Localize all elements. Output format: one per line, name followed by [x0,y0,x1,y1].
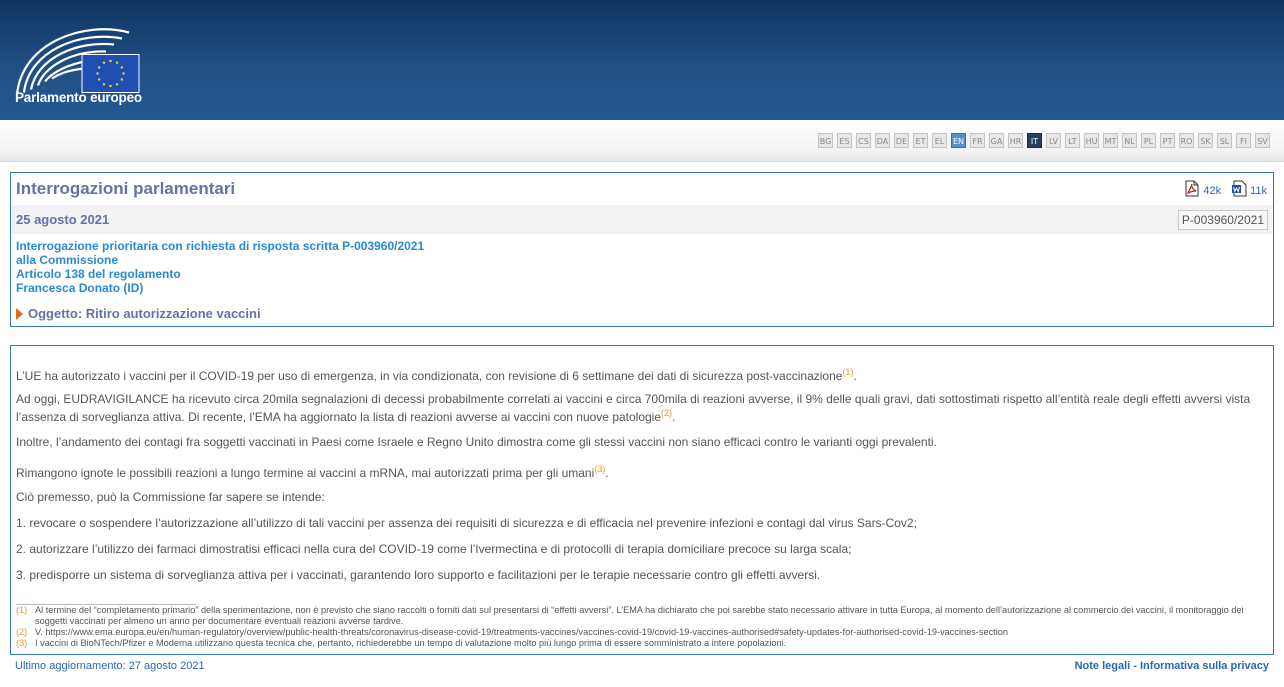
language-sl[interactable]: SL [1217,133,1232,148]
last-update: Ultimo aggiornamento: 27 agosto 2021 [15,660,205,672]
language-bar [0,120,1284,162]
footnote-2 [16,627,1266,638]
footnote-ref-2[interactable]: (2) [661,408,673,418]
reference-badge: P-003960/2021 [1178,210,1268,230]
word-download-link[interactable] [1231,180,1267,197]
language-it[interactable]: IT [1027,133,1042,148]
paragraph-1-text: L’UE ha autorizzato i vaccini per il COVID-19 per uso di emergenza, in via condizionata, con revisione di 6 settimane dei dati di sicurezza post-vaccinazione [16,369,843,383]
paragraph-5: Ciò premesso, può la Commissione far sapere se intende: [16,490,325,504]
language-el[interactable]: EL [932,133,947,148]
footer-links [1075,660,1269,672]
question-addressee: alla Commissione [16,253,119,267]
footnote-text: I vaccini di BioNTech/Pfizer e Moderna utilizzano questa tecnica che, pertanto, richiederebbe un tempo di valutazione molto più lungo prima di essere somministrato a intere popolazioni. [35,638,787,648]
language-fi[interactable]: FI [1236,133,1251,148]
download-links [1184,180,1267,197]
paragraph-8: 3. predisporre un sistema di sorveglianza attiva per i vaccinati, garantendo loro supporto e facilitazioni per le terapie necessarie contro gli effetti avversi. [16,568,821,582]
footnote-number[interactable]: (2) [16,627,28,637]
language-lt[interactable]: LT [1065,133,1080,148]
paragraph-1: L’UE ha autorizzato i vaccini per il COVID-19 per uso di emergenza, in via condizionata, con revisione di 6 settimane dei dati di sicurezza post-vaccinazione$^{(1)}$. [16,367,857,383]
language-cs[interactable]: CS [856,133,871,148]
subject-text: Oggetto: Ritiro autorizzazione vaccini [28,306,261,321]
footnote-ref-3[interactable]: (3) [594,464,606,474]
footnote-ref-1[interactable]: (1) [842,367,854,377]
language-es[interactable]: ES [837,133,852,148]
privacy-policy-link[interactable]: Informativa sulla privacy [1140,660,1269,672]
question-author: Francesca Donato (ID) [16,281,144,295]
language-nl[interactable]: NL [1122,133,1137,148]
footnote-number[interactable]: (3) [16,638,28,648]
paragraph-3: Inoltre, l’andamento dei contagi fra soggetti vaccinati in Paesi come Israele e Regno Unito dimostra come gli stessi vaccini non siano efficaci contro le varianti oggi prevalenti. [16,435,937,449]
word-size[interactable]: 11k [1250,185,1267,197]
arrow-right-icon [16,308,23,320]
paragraph-4-text: Rimangono ignote le possibili reazioni a lungo termine ai vaccini a mRNA, mai autorizzati prima per gli umani [16,466,595,480]
question-meta [16,239,424,295]
question-rule: Articolo 138 del regolamento [16,267,181,281]
question-body-box [10,345,1274,655]
language-pt[interactable]: PT [1160,133,1175,148]
question-type: Interrogazione prioritaria con richiesta di risposta scritta P-003960/2021 [16,239,425,253]
footnote-1 [16,605,1266,627]
pdf-icon [1184,180,1200,197]
language-fr[interactable]: FR [970,133,985,148]
pdf-size[interactable]: 42k [1203,185,1222,197]
language-da[interactable]: DA [875,133,890,148]
language-hu[interactable]: HU [1084,133,1099,148]
language-sv[interactable]: SV [1255,133,1270,148]
site-header [0,0,1284,120]
logo-text: Parlamento europeo [15,90,142,105]
language-list [818,133,1270,148]
language-ro[interactable]: RO [1179,133,1194,148]
pdf-download-link[interactable] [1184,180,1221,197]
language-lv[interactable]: LV [1046,133,1061,148]
footnote-3 [16,638,1266,649]
language-pl[interactable]: PL [1141,133,1156,148]
paragraph-2: Ad oggi, EUDRAVIGILANCE ha ricevuto circa 20mila segnalazioni di decessi probabilmente correlati ai vaccini e circa 700mila di reazioni avverse, il 9% delle quali gravi, dati sottostimati rispetto all’entità reale degli effetti avversi vista l’assenza di sorveglianza attiva. Di recente, l’EMA ha aggiornato la lista di reazioni avverse ai vaccini con nuove patologie$^{(2)}$. [16,392,1251,424]
paragraph-2-text: Ad oggi, EUDRAVIGILANCE ha ricevuto circa 20mila segnalazioni di decessi probabilmente correlati ai vaccini e circa 700mila di reazioni avverse, il 9% delle quali gravi, dati sottostimati rispetto all’entità reale degli effetti avversi vista l’assenza di sorveglianza attiva. Di recente, l’EMA ha aggiornato la lista di reazioni avverse ai vaccini con nuove patologie [16,392,1251,424]
footnote-number[interactable]: (1) [16,605,28,615]
question-date: 25 agosto 2021 [16,212,110,227]
language-sk[interactable]: SK [1198,133,1213,148]
language-mt[interactable]: MT [1103,133,1118,148]
language-de[interactable]: DE [894,133,909,148]
page-title: Interrogazioni parlamentari [16,179,236,198]
paragraph-4: Rimangono ignote le possibili reazioni a lungo termine ai vaccini a mRNA, mai autorizzati prima per gli umani$^{(3)}$. [16,464,609,480]
paragraph-7: 2. autorizzare l’utilizzo dei farmaci dimostratisi efficaci nella cura del COVID-19 come l’Ivermectina e di protocolli di terapia domiciliare precoce su larga scala; [16,542,852,556]
legal-notice-link[interactable]: Note legali [1074,660,1131,672]
language-et[interactable]: ET [913,133,928,148]
language-bg[interactable]: BG [818,133,833,148]
footnote-text: V. https://www.ema.europa.eu/en/human-regulatory/overview/public-health-threats/coronavirus-disease-covid-19/treatments-vaccines/vaccines-covid-19/covid-19-vaccines-authorised#safety-updates-for-authorised-covid-19-vaccines-section [35,627,1008,637]
language-en[interactable]: EN [951,133,966,148]
word-doc-icon [1231,180,1247,197]
footnote-text: Al termine del “completamento primario” della sperimentazione, non è previsto che siano raccolti o forniti dati sul presentarsi di “effetti avversi”. L’EMA ha dichiarato che poi sarebbe stato necessario attivare in tutta Europa, al momento dell’autorizzazione al commercio dei vaccini, il monitoraggio dei soggetti vaccinati per almeno un anno per documentare eventuali reazioni avverse tardive. [35,605,1244,626]
question-header-box [10,172,1274,327]
language-hr[interactable]: HR [1008,133,1023,148]
paragraph-6: 1. revocare o sospendere l’autorizzazione all’utilizzo di tali vaccini per assenza dei requisiti di sicurezza e di efficacia nel prevenire infezioni e contagi dal virus Sars-Cov2; [16,516,917,530]
date-row [11,205,1273,234]
language-ga[interactable]: GA [989,133,1004,148]
question-subject [16,306,261,321]
footer-separator: - [1130,660,1140,672]
